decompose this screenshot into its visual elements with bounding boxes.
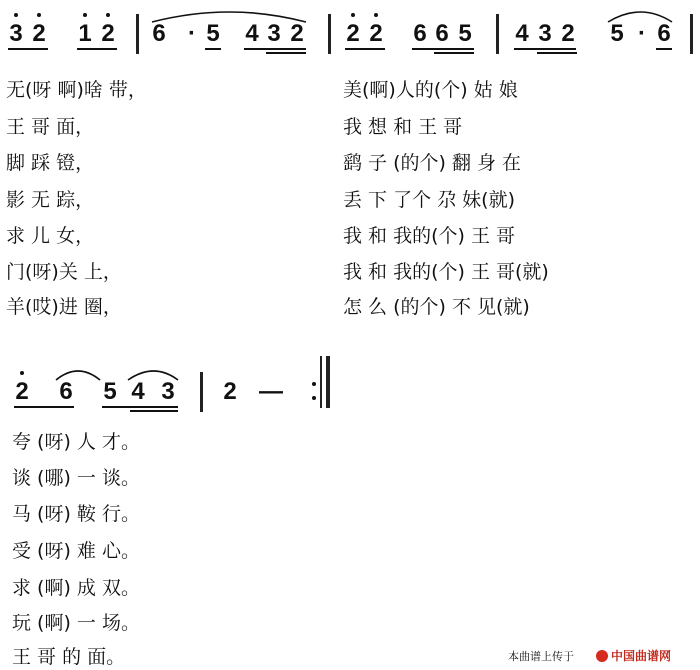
note: 4: [515, 20, 529, 47]
note: 3: [538, 20, 552, 47]
beam-underline: [434, 52, 474, 54]
note: 4: [245, 20, 259, 47]
beam-underline: [77, 48, 117, 50]
slur: [54, 364, 104, 382]
beam-underline: [205, 48, 221, 50]
note: 4: [131, 378, 145, 405]
note: 2: [101, 20, 115, 47]
beam-underline: [266, 52, 306, 54]
beam-underline: [102, 406, 178, 408]
site-logo-icon: [596, 650, 608, 662]
octave-dot: [106, 13, 110, 17]
lyric-line: 王 哥 的 面。: [12, 646, 126, 668]
lyric-line: 影 无 踪，: [6, 189, 95, 211]
octave-dot: [351, 13, 355, 17]
beam-underline: [656, 48, 672, 50]
note: 6: [657, 20, 671, 47]
note: 6: [59, 378, 73, 405]
upload-credit: [508, 649, 698, 665]
bar-line: [200, 372, 203, 412]
slur: [126, 364, 182, 382]
note: 6: [435, 20, 449, 47]
note: 2: [561, 20, 575, 47]
repeat-bar-line: [320, 356, 322, 408]
bar-line: [136, 14, 139, 54]
lyric-line: 门(呀)关 上，: [6, 261, 122, 283]
beam-underline: [8, 48, 48, 50]
augmentation-dot: ·: [188, 20, 196, 47]
lyric-line: 王 哥 面，: [6, 116, 95, 138]
note: 5: [458, 20, 472, 47]
note: 3: [161, 378, 175, 405]
repeat-bar-line-thick: [326, 356, 330, 408]
slur: [606, 6, 676, 24]
octave-dot: [374, 13, 378, 17]
bar-line: [328, 14, 331, 54]
note: 2: [346, 20, 360, 47]
beam-underline: [514, 48, 576, 50]
repeat-dot: [312, 396, 316, 400]
octave-dot: [20, 371, 24, 375]
bar-line: [690, 14, 693, 54]
lyric-line: 我 和 我的(个) 王 哥(就): [343, 261, 549, 283]
note: 2: [32, 20, 46, 47]
lyric-line: 夸 (呀) 人 才。: [12, 431, 140, 453]
lyric-line: 我 想 和 王 哥: [343, 116, 463, 138]
note: 2: [369, 20, 383, 47]
note: 5: [206, 20, 220, 47]
bar-line: [496, 14, 499, 54]
note: 5: [610, 20, 624, 47]
lyric-line: 美(啊)人的(个) 姑 娘: [343, 79, 518, 101]
note: 6: [152, 20, 166, 47]
octave-dot: [14, 13, 18, 17]
site-logo-text: 中国曲谱网: [611, 649, 672, 663]
lyric-line: 受 (呀) 难 心。: [12, 540, 140, 562]
note: 6: [413, 20, 427, 47]
lyric-line: 怎 么 (的个) 不 见(就): [343, 296, 530, 318]
beam-underline: [537, 52, 577, 54]
lyric-line: 脚 踩 镫，: [6, 152, 95, 174]
lyric-line: 鹞 子 (的个) 翻 身 在: [343, 152, 522, 174]
lyric-line: 无(呀 啊)啥 带，: [6, 79, 147, 101]
note: —: [259, 378, 283, 405]
lyric-line: 马 (呀) 鞍 行。: [12, 503, 140, 525]
note: 2: [15, 378, 29, 405]
note: 2: [290, 20, 304, 47]
note: 3: [267, 20, 281, 47]
repeat-dot: [312, 382, 316, 386]
note: 2: [223, 378, 237, 405]
beam-underline: [244, 48, 306, 50]
lyric-line: 谈 (哪) 一 谈。: [12, 467, 140, 489]
note: 3: [9, 20, 23, 47]
augmentation-dot: ·: [638, 20, 646, 47]
slur: [150, 6, 310, 24]
note: 5: [103, 378, 117, 405]
lyric-line: 求 (啊) 成 双。: [12, 577, 140, 599]
lyric-line: 我 和 我的(个) 王 哥: [343, 225, 515, 247]
octave-dot: [37, 13, 41, 17]
credit-text: 本曲谱上传于: [508, 650, 574, 663]
lyric-line: 求 儿 女，: [6, 225, 95, 247]
octave-dot: [83, 13, 87, 17]
lyric-line: 玩 (啊) 一 场。: [12, 612, 140, 634]
lyric-line: 羊(哎)进 圈，: [6, 296, 122, 318]
lyric-line: 丢 下 了个 尕 妹(就): [343, 189, 515, 211]
note: 1: [78, 20, 92, 47]
beam-underline: [14, 406, 74, 408]
beam-underline: [130, 410, 178, 412]
beam-underline: [345, 48, 385, 50]
beam-underline: [412, 48, 474, 50]
